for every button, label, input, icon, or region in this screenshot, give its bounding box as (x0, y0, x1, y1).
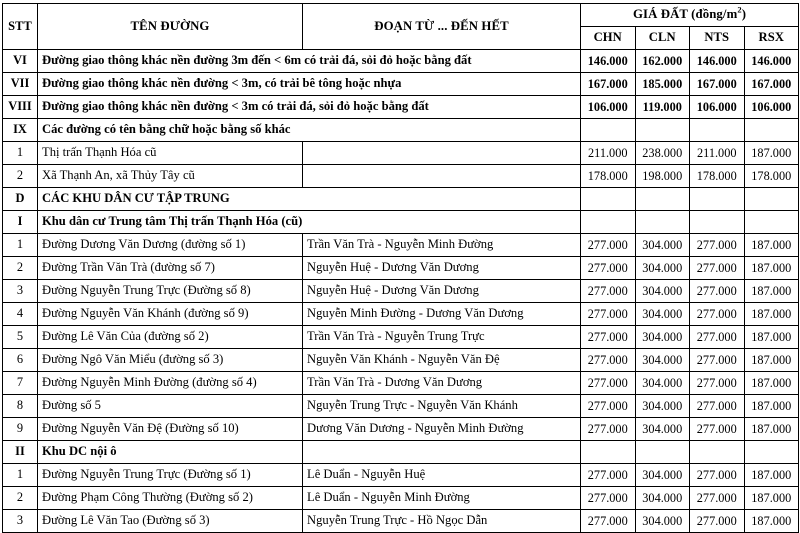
cell-price-chn: 277.000 (581, 395, 636, 418)
cell-stt: 2 (3, 487, 38, 510)
cell-road-name: Đường Dương Văn Dương (đường số 1) (38, 234, 303, 257)
table-row (3, 510, 799, 533)
cell-stt: 3 (3, 510, 38, 533)
cell-price-nts (690, 188, 745, 211)
cell-segment: Trần Văn Trà - Nguyễn Minh Đường (303, 234, 581, 257)
cell-stt: VII (3, 73, 38, 96)
cell-price-cln (635, 119, 690, 142)
cell-price-cln (635, 441, 690, 464)
cell-price-cln: 304.000 (635, 510, 690, 533)
column-header-segment: ĐOẠN TỪ ... ĐẾN HẾT (303, 4, 581, 50)
cell-stt: 6 (3, 349, 38, 372)
cell-price-rsx: 187.000 (744, 142, 799, 165)
cell-road-name: Thị trấn Thạnh Hóa cũ (38, 142, 303, 165)
cell-price-nts: 277.000 (690, 303, 745, 326)
cell-segment: Nguyễn Huệ - Dương Văn Dương (303, 257, 581, 280)
table-row (3, 234, 799, 257)
cell-price-nts: 167.000 (690, 73, 745, 96)
cell-price-cln: 304.000 (635, 303, 690, 326)
cell-price-nts: 211.000 (690, 142, 745, 165)
cell-road-name: Đường giao thông khác nền đường < 3m có trải đá, sỏi đỏ hoặc bằng đất (38, 96, 581, 119)
cell-price-rsx: 106.000 (744, 96, 799, 119)
cell-price-rsx: 187.000 (744, 326, 799, 349)
cell-price-chn: 277.000 (581, 234, 636, 257)
cell-price-rsx: 187.000 (744, 303, 799, 326)
cell-price-rsx: 187.000 (744, 418, 799, 441)
cell-price-chn: 277.000 (581, 326, 636, 349)
cell-price-chn: 211.000 (581, 142, 636, 165)
cell-segment (303, 142, 581, 165)
cell-price-chn: 277.000 (581, 303, 636, 326)
table-row (3, 50, 799, 73)
cell-price-nts: 106.000 (690, 96, 745, 119)
cell-price-chn: 277.000 (581, 349, 636, 372)
cell-stt: 1 (3, 234, 38, 257)
table-row (3, 441, 799, 464)
cell-road-name: Đường Nguyễn Trung Trực (Đường số 1) (38, 464, 303, 487)
cell-road-name: Đường giao thông khác nền đường 3m đến < 6m có trải đá, sỏi đỏ hoặc bằng đất (38, 50, 581, 73)
cell-stt: 3 (3, 280, 38, 303)
header-row-primary (3, 4, 799, 27)
cell-stt: 4 (3, 303, 38, 326)
cell-price-rsx: 187.000 (744, 349, 799, 372)
cell-price-cln: 162.000 (635, 50, 690, 73)
cell-price-nts: 178.000 (690, 165, 745, 188)
table-row (3, 73, 799, 96)
cell-price-nts: 277.000 (690, 418, 745, 441)
table-row (3, 326, 799, 349)
cell-segment (303, 441, 581, 464)
cell-price-rsx: 146.000 (744, 50, 799, 73)
cell-price-chn (581, 188, 636, 211)
cell-road-name: Đường Ngô Văn Miểu (đường số 3) (38, 349, 303, 372)
cell-price-rsx: 187.000 (744, 464, 799, 487)
cell-stt: 8 (3, 395, 38, 418)
cell-segment: Nguyễn Minh Đường - Dương Văn Dương (303, 303, 581, 326)
cell-price-rsx: 187.000 (744, 280, 799, 303)
cell-road-name: Khu DC nội ô (38, 441, 303, 464)
column-header-cln: CLN (635, 27, 690, 50)
cell-segment: Trần Văn Trà - Dương Văn Dương (303, 372, 581, 395)
cell-price-chn: 277.000 (581, 510, 636, 533)
cell-price-chn: 277.000 (581, 487, 636, 510)
cell-price-chn (581, 441, 636, 464)
cell-price-cln: 304.000 (635, 372, 690, 395)
cell-price-cln: 304.000 (635, 280, 690, 303)
cell-price-nts: 277.000 (690, 257, 745, 280)
cell-stt: 9 (3, 418, 38, 441)
cell-segment: Nguyễn Trung Trực - Hồ Ngọc Dẫn (303, 510, 581, 533)
cell-road-name: Đường Nguyễn Minh Đường (đường số 4) (38, 372, 303, 395)
cell-price-rsx: 187.000 (744, 234, 799, 257)
table-row (3, 303, 799, 326)
cell-road-name: Đường Nguyễn Văn Đệ (Đường số 10) (38, 418, 303, 441)
cell-price-rsx: 187.000 (744, 395, 799, 418)
cell-price-rsx: 187.000 (744, 372, 799, 395)
column-header-rsx: RSX (744, 27, 799, 50)
cell-road-name: Đường Lê Văn Của (đường số 2) (38, 326, 303, 349)
cell-segment: Nguyễn Huệ - Dương Văn Dương (303, 280, 581, 303)
cell-price-rsx: 167.000 (744, 73, 799, 96)
cell-road-name: Các đường có tên bằng chữ hoặc bằng số khác (38, 119, 581, 142)
cell-price-chn (581, 119, 636, 142)
cell-road-name: Đường Lê Văn Tao (Đường số 3) (38, 510, 303, 533)
cell-price-cln (635, 188, 690, 211)
cell-price-cln: 304.000 (635, 487, 690, 510)
cell-price-chn: 277.000 (581, 257, 636, 280)
table-row (3, 96, 799, 119)
column-header-chn: CHN (581, 27, 636, 50)
cell-price-cln: 304.000 (635, 326, 690, 349)
cell-price-cln: 304.000 (635, 418, 690, 441)
cell-road-name: Đường Nguyễn Văn Khánh (đường số 9) (38, 303, 303, 326)
table-header (3, 4, 799, 50)
table-body (3, 50, 799, 533)
cell-road-name: Đường giao thông khác nền đường < 3m, có trải bê tông hoặc nhựa (38, 73, 581, 96)
cell-price-nts: 277.000 (690, 487, 745, 510)
cell-road-name: Xã Thạnh An, xã Thủy Tây cũ (38, 165, 303, 188)
cell-segment: Nguyễn Văn Khánh - Nguyễn Văn Đệ (303, 349, 581, 372)
cell-price-rsx: 187.000 (744, 257, 799, 280)
cell-price-nts: 277.000 (690, 395, 745, 418)
cell-road-name: Đường Trần Văn Trà (đường số 7) (38, 257, 303, 280)
cell-price-cln: 304.000 (635, 257, 690, 280)
cell-segment: Dương Văn Dương - Nguyễn Minh Đường (303, 418, 581, 441)
cell-stt: II (3, 441, 38, 464)
cell-price-rsx: 187.000 (744, 487, 799, 510)
price-group-label: GIÁ ĐẤT (đồng/m (632, 7, 738, 22)
cell-road-name: CÁC KHU DÂN CƯ TẬP TRUNG (38, 188, 581, 211)
cell-price-nts: 277.000 (690, 326, 745, 349)
cell-road-name: Đường Nguyễn Trung Trực (Đường số 8) (38, 280, 303, 303)
cell-segment (303, 165, 581, 188)
cell-price-rsx (744, 188, 799, 211)
cell-road-name: Đường Phạm Công Thường (Đường số 2) (38, 487, 303, 510)
table-row (3, 487, 799, 510)
land-price-table (2, 3, 799, 533)
cell-price-rsx (744, 211, 799, 234)
cell-price-nts (690, 441, 745, 464)
cell-price-nts: 277.000 (690, 510, 745, 533)
table-row (3, 257, 799, 280)
cell-price-rsx: 187.000 (744, 510, 799, 533)
table-row (3, 372, 799, 395)
cell-price-chn: 277.000 (581, 372, 636, 395)
cell-segment: Lê Duẩn - Nguyễn Minh Đường (303, 487, 581, 510)
cell-price-nts: 277.000 (690, 349, 745, 372)
cell-price-nts: 277.000 (690, 280, 745, 303)
cell-price-nts (690, 119, 745, 142)
cell-stt: D (3, 188, 38, 211)
price-group-superscript: 2 (737, 5, 742, 16)
cell-price-nts: 277.000 (690, 234, 745, 257)
cell-price-nts: 146.000 (690, 50, 745, 73)
cell-price-rsx (744, 119, 799, 142)
table-row (3, 119, 799, 142)
cell-price-cln: 304.000 (635, 349, 690, 372)
cell-price-chn: 146.000 (581, 50, 636, 73)
cell-stt: 2 (3, 165, 38, 188)
table-row (3, 418, 799, 441)
cell-segment: Nguyễn Trung Trực - Nguyễn Văn Khánh (303, 395, 581, 418)
cell-price-cln (635, 211, 690, 234)
cell-stt: 5 (3, 326, 38, 349)
cell-stt: 2 (3, 257, 38, 280)
table-row (3, 280, 799, 303)
column-header-price-group (581, 4, 799, 27)
cell-price-rsx: 178.000 (744, 165, 799, 188)
table-row (3, 464, 799, 487)
cell-road-name: Khu dân cư Trung tâm Thị trấn Thạnh Hóa (cũ) (38, 211, 581, 234)
cell-price-nts: 277.000 (690, 372, 745, 395)
cell-stt: 1 (3, 464, 38, 487)
cell-price-cln: 198.000 (635, 165, 690, 188)
cell-price-rsx (744, 441, 799, 464)
cell-price-cln: 185.000 (635, 73, 690, 96)
cell-price-chn: 167.000 (581, 73, 636, 96)
cell-stt: VIII (3, 96, 38, 119)
column-header-stt: STT (3, 4, 38, 50)
cell-price-chn: 277.000 (581, 280, 636, 303)
table-row (3, 395, 799, 418)
cell-road-name: Đường số 5 (38, 395, 303, 418)
cell-stt: I (3, 211, 38, 234)
cell-price-cln: 304.000 (635, 395, 690, 418)
cell-stt: 1 (3, 142, 38, 165)
table-row (3, 165, 799, 188)
cell-price-chn (581, 211, 636, 234)
table-row (3, 142, 799, 165)
price-group-label-tail: ) (741, 7, 747, 22)
cell-price-cln: 119.000 (635, 96, 690, 119)
table-row (3, 211, 799, 234)
cell-price-cln: 238.000 (635, 142, 690, 165)
cell-price-cln: 304.000 (635, 464, 690, 487)
cell-price-nts (690, 211, 745, 234)
cell-price-nts: 277.000 (690, 464, 745, 487)
table-row (3, 349, 799, 372)
table-row (3, 188, 799, 211)
column-header-nts: NTS (690, 27, 745, 50)
cell-price-cln: 304.000 (635, 234, 690, 257)
cell-price-chn: 106.000 (581, 96, 636, 119)
column-header-road-name: TÊN ĐƯỜNG (38, 4, 303, 50)
cell-segment: Trần Văn Trà - Nguyễn Trung Trực (303, 326, 581, 349)
cell-stt: IX (3, 119, 38, 142)
cell-price-chn: 178.000 (581, 165, 636, 188)
cell-segment: Lê Duẩn - Nguyễn Huệ (303, 464, 581, 487)
cell-price-chn: 277.000 (581, 464, 636, 487)
cell-stt: VI (3, 50, 38, 73)
cell-price-chn: 277.000 (581, 418, 636, 441)
cell-stt: 7 (3, 372, 38, 395)
